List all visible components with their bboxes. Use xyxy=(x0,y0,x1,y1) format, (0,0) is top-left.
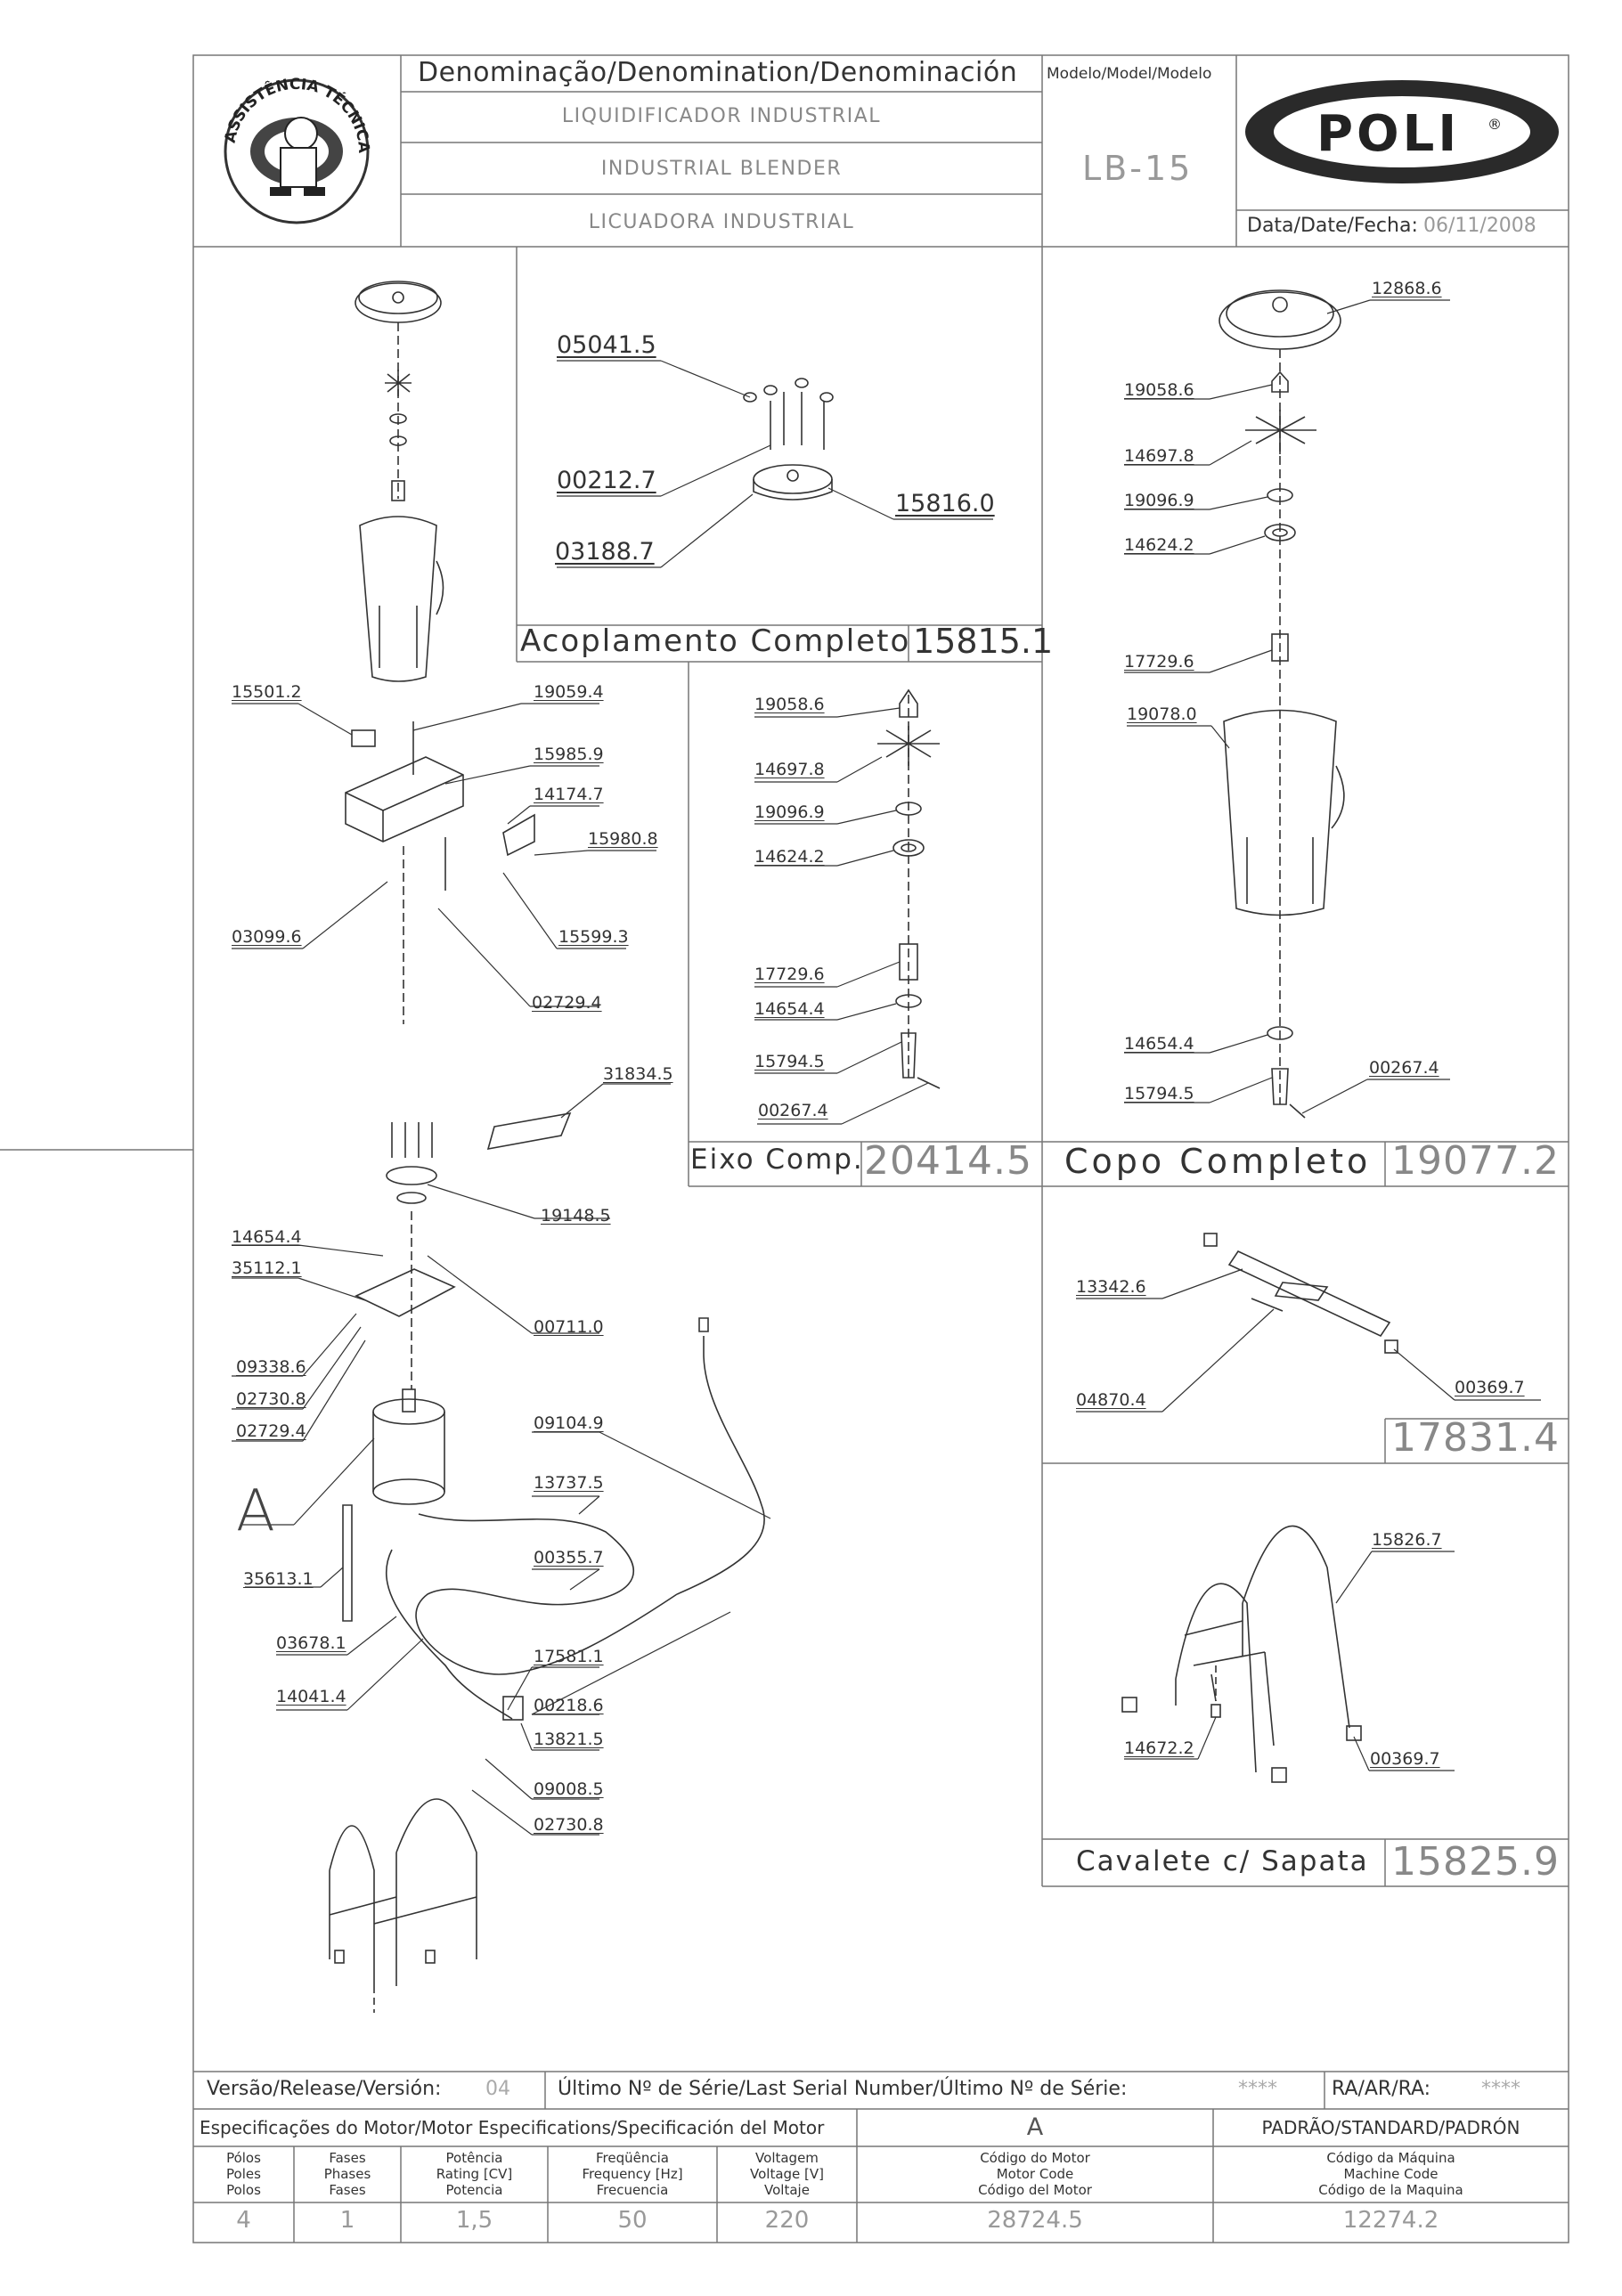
part-label: 15826.7 xyxy=(1372,1530,1442,1550)
part-label: 15501.2 xyxy=(232,682,302,702)
brand-registered-mark: ® xyxy=(1488,116,1502,133)
spec-header-frequency: Freqüência Frequency [Hz] Frecuencia xyxy=(582,2150,683,2198)
part-label: 00355.7 xyxy=(534,1548,604,1567)
ra-value: **** xyxy=(1481,2078,1520,2100)
part-label: 17729.6 xyxy=(754,965,825,984)
date-value: 06/11/2008 xyxy=(1423,215,1536,237)
part-label: 04870.4 xyxy=(1076,1390,1146,1410)
stand-caption: Cavalete c/ Sapata xyxy=(1076,1845,1369,1877)
part-label: 14697.8 xyxy=(1124,446,1194,466)
part-label: 09338.6 xyxy=(236,1357,306,1377)
spec-value-phases: 1 xyxy=(339,2207,355,2234)
part-label: 19059.4 xyxy=(534,682,604,702)
part-label: 12868.6 xyxy=(1372,279,1442,298)
part-label: 13737.5 xyxy=(534,1473,604,1493)
part-label: 19058.6 xyxy=(754,695,825,714)
coupling-drawing xyxy=(744,379,833,500)
bracket-drawing xyxy=(1204,1233,1398,1353)
coupling-caption: Acoplamento Completo xyxy=(520,623,911,659)
motor-spec-label: Especificações do Motor/Motor Especifications/Specificación del Motor xyxy=(200,2117,825,2138)
product-name-pt: LIQUIDIFICADOR INDUSTRIAL xyxy=(561,105,882,127)
spec-header-rating: Potência Rating [CV] Potencia xyxy=(436,2150,513,2198)
emblem-drawing xyxy=(488,1113,570,1149)
spec-header-poles: Pólos Poles Polos xyxy=(226,2150,261,2198)
shaft-code: 20414.5 xyxy=(864,1138,1032,1184)
part-label: 17729.6 xyxy=(1124,652,1194,672)
model-value: LB-15 xyxy=(1082,149,1194,188)
part-label: 02729.4 xyxy=(532,993,602,1013)
base-housing-drawing xyxy=(346,721,534,1024)
seal-logo xyxy=(222,76,373,223)
part-label: 03188.7 xyxy=(555,538,655,566)
spec-header-phases: Fases Phases Fases xyxy=(323,2150,371,2198)
motor-spec-letter: A xyxy=(1026,2113,1044,2141)
part-label: 13342.6 xyxy=(1076,1277,1146,1297)
part-label: 03099.6 xyxy=(232,927,302,947)
part-label: 31834.5 xyxy=(603,1064,673,1084)
part-label: 14174.7 xyxy=(534,785,604,804)
part-label: 00711.0 xyxy=(534,1317,604,1337)
part-label: 19148.5 xyxy=(541,1206,611,1225)
part-label: 14624.2 xyxy=(1124,535,1194,555)
part-label: 02729.4 xyxy=(236,1421,306,1441)
coupling-code: 15815.1 xyxy=(913,622,1054,661)
part-label: 19096.9 xyxy=(754,802,825,822)
spec-value-frequency: 50 xyxy=(617,2207,648,2234)
spec-header-voltage: Voltagem Voltage [V] Voltaje xyxy=(750,2150,824,2198)
part-label: 13821.5 xyxy=(534,1730,604,1749)
bracket-code: 17831.4 xyxy=(1391,1415,1560,1461)
shaft-drawing xyxy=(877,690,940,1088)
part-label: 03678.1 xyxy=(276,1633,346,1653)
part-label: 15980.8 xyxy=(588,829,658,849)
part-label: 14697.8 xyxy=(754,760,825,779)
spec-header-motor-code: Código do Motor Motor Code Código del Motor xyxy=(978,2150,1092,2198)
part-label: 14654.4 xyxy=(754,999,825,1019)
part-label: 00369.7 xyxy=(1455,1378,1525,1397)
part-label: 17581.1 xyxy=(534,1647,604,1666)
spec-value-poles: 4 xyxy=(236,2207,251,2234)
shaft-caption: Eixo Comp. xyxy=(690,1144,864,1176)
part-label: 02730.8 xyxy=(236,1389,306,1409)
part-label: 00218.6 xyxy=(534,1696,604,1715)
motor-drawing xyxy=(373,1389,444,1504)
date-label: Data/Date/Fecha: xyxy=(1247,215,1418,237)
part-label: 19058.6 xyxy=(1124,380,1194,400)
part-label: 05041.5 xyxy=(557,331,656,359)
spec-value-rating: 1,5 xyxy=(455,2207,493,2234)
svg-text:ASSISTÊNCIA TÉCNICA AUTORIZADA: ASSISTÊNCIA TÉCNICA xyxy=(221,75,373,154)
cup-full-drawing xyxy=(1219,290,1344,1118)
part-label: 15599.3 xyxy=(558,927,629,947)
part-label: 14624.2 xyxy=(754,847,825,867)
motor-mount-drawing xyxy=(356,1122,454,1389)
part-label: 14672.2 xyxy=(1124,1738,1194,1758)
brand-name: POLI xyxy=(1316,105,1461,163)
part-label: 19096.9 xyxy=(1124,491,1194,510)
rod-drawing xyxy=(343,1505,352,1621)
product-name-es: LICUADORA INDUSTRIAL xyxy=(588,211,855,233)
part-label: 14654.4 xyxy=(1124,1034,1194,1054)
ra-label: RA/AR/RA: xyxy=(1332,2078,1431,2100)
part-label: 15794.5 xyxy=(1124,1084,1194,1103)
blender-lid-drawing xyxy=(355,281,441,322)
part-label: 35112.1 xyxy=(232,1258,302,1278)
part-label: 35613.1 xyxy=(243,1569,314,1589)
part-label: 09104.9 xyxy=(534,1413,604,1433)
standard-label: PADRÃO/STANDARD/PADRÓN xyxy=(1261,2117,1520,2138)
bracket-lower-drawing xyxy=(0,0,470,2296)
spec-value-voltage: 220 xyxy=(764,2207,810,2234)
version-value: 04 xyxy=(485,2078,510,2100)
part-label: 02730.8 xyxy=(534,1815,604,1835)
serial-label: Último Nº de Série/Last Serial Number/Último Nº de Série: xyxy=(558,2078,1128,2100)
part-label: 00369.7 xyxy=(1370,1749,1440,1769)
serial-value: **** xyxy=(1238,2078,1277,2100)
part-label: 00267.4 xyxy=(1369,1058,1439,1078)
cup-caption: Copo Completo xyxy=(1064,1142,1372,1181)
stand-lower-drawing xyxy=(330,1799,477,2013)
part-label: 14041.4 xyxy=(276,1687,346,1706)
spec-value-motor-code: 28724.5 xyxy=(987,2207,1083,2234)
version-label: Versão/Release/Versión: xyxy=(207,2078,442,2100)
part-label: 15985.9 xyxy=(534,745,604,764)
spec-value-machine-code: 12274.2 xyxy=(1342,2207,1439,2234)
part-label: 19078.0 xyxy=(1127,704,1197,724)
model-label: Modelo/Model/Modelo xyxy=(1047,65,1212,83)
cup-drawing xyxy=(360,517,444,681)
part-label: 00212.7 xyxy=(557,467,656,494)
motor-reference-label: A xyxy=(236,1478,275,1544)
spec-header-machine-code: Código da Máquina Machine Code Código de la Maquina xyxy=(1318,2150,1463,2198)
part-label: 09008.5 xyxy=(534,1779,604,1799)
part-label: 00267.4 xyxy=(758,1101,828,1120)
cup-code: 19077.2 xyxy=(1391,1138,1560,1184)
part-label: 15794.5 xyxy=(754,1052,825,1071)
part-label: 15816.0 xyxy=(895,490,995,517)
denomination-label: Denominação/Denomination/Denominación xyxy=(418,57,1018,88)
product-name-en: INDUSTRIAL BLENDER xyxy=(600,158,843,180)
part-label: 14654.4 xyxy=(232,1227,302,1247)
stand-code: 15825.9 xyxy=(1391,1839,1560,1885)
